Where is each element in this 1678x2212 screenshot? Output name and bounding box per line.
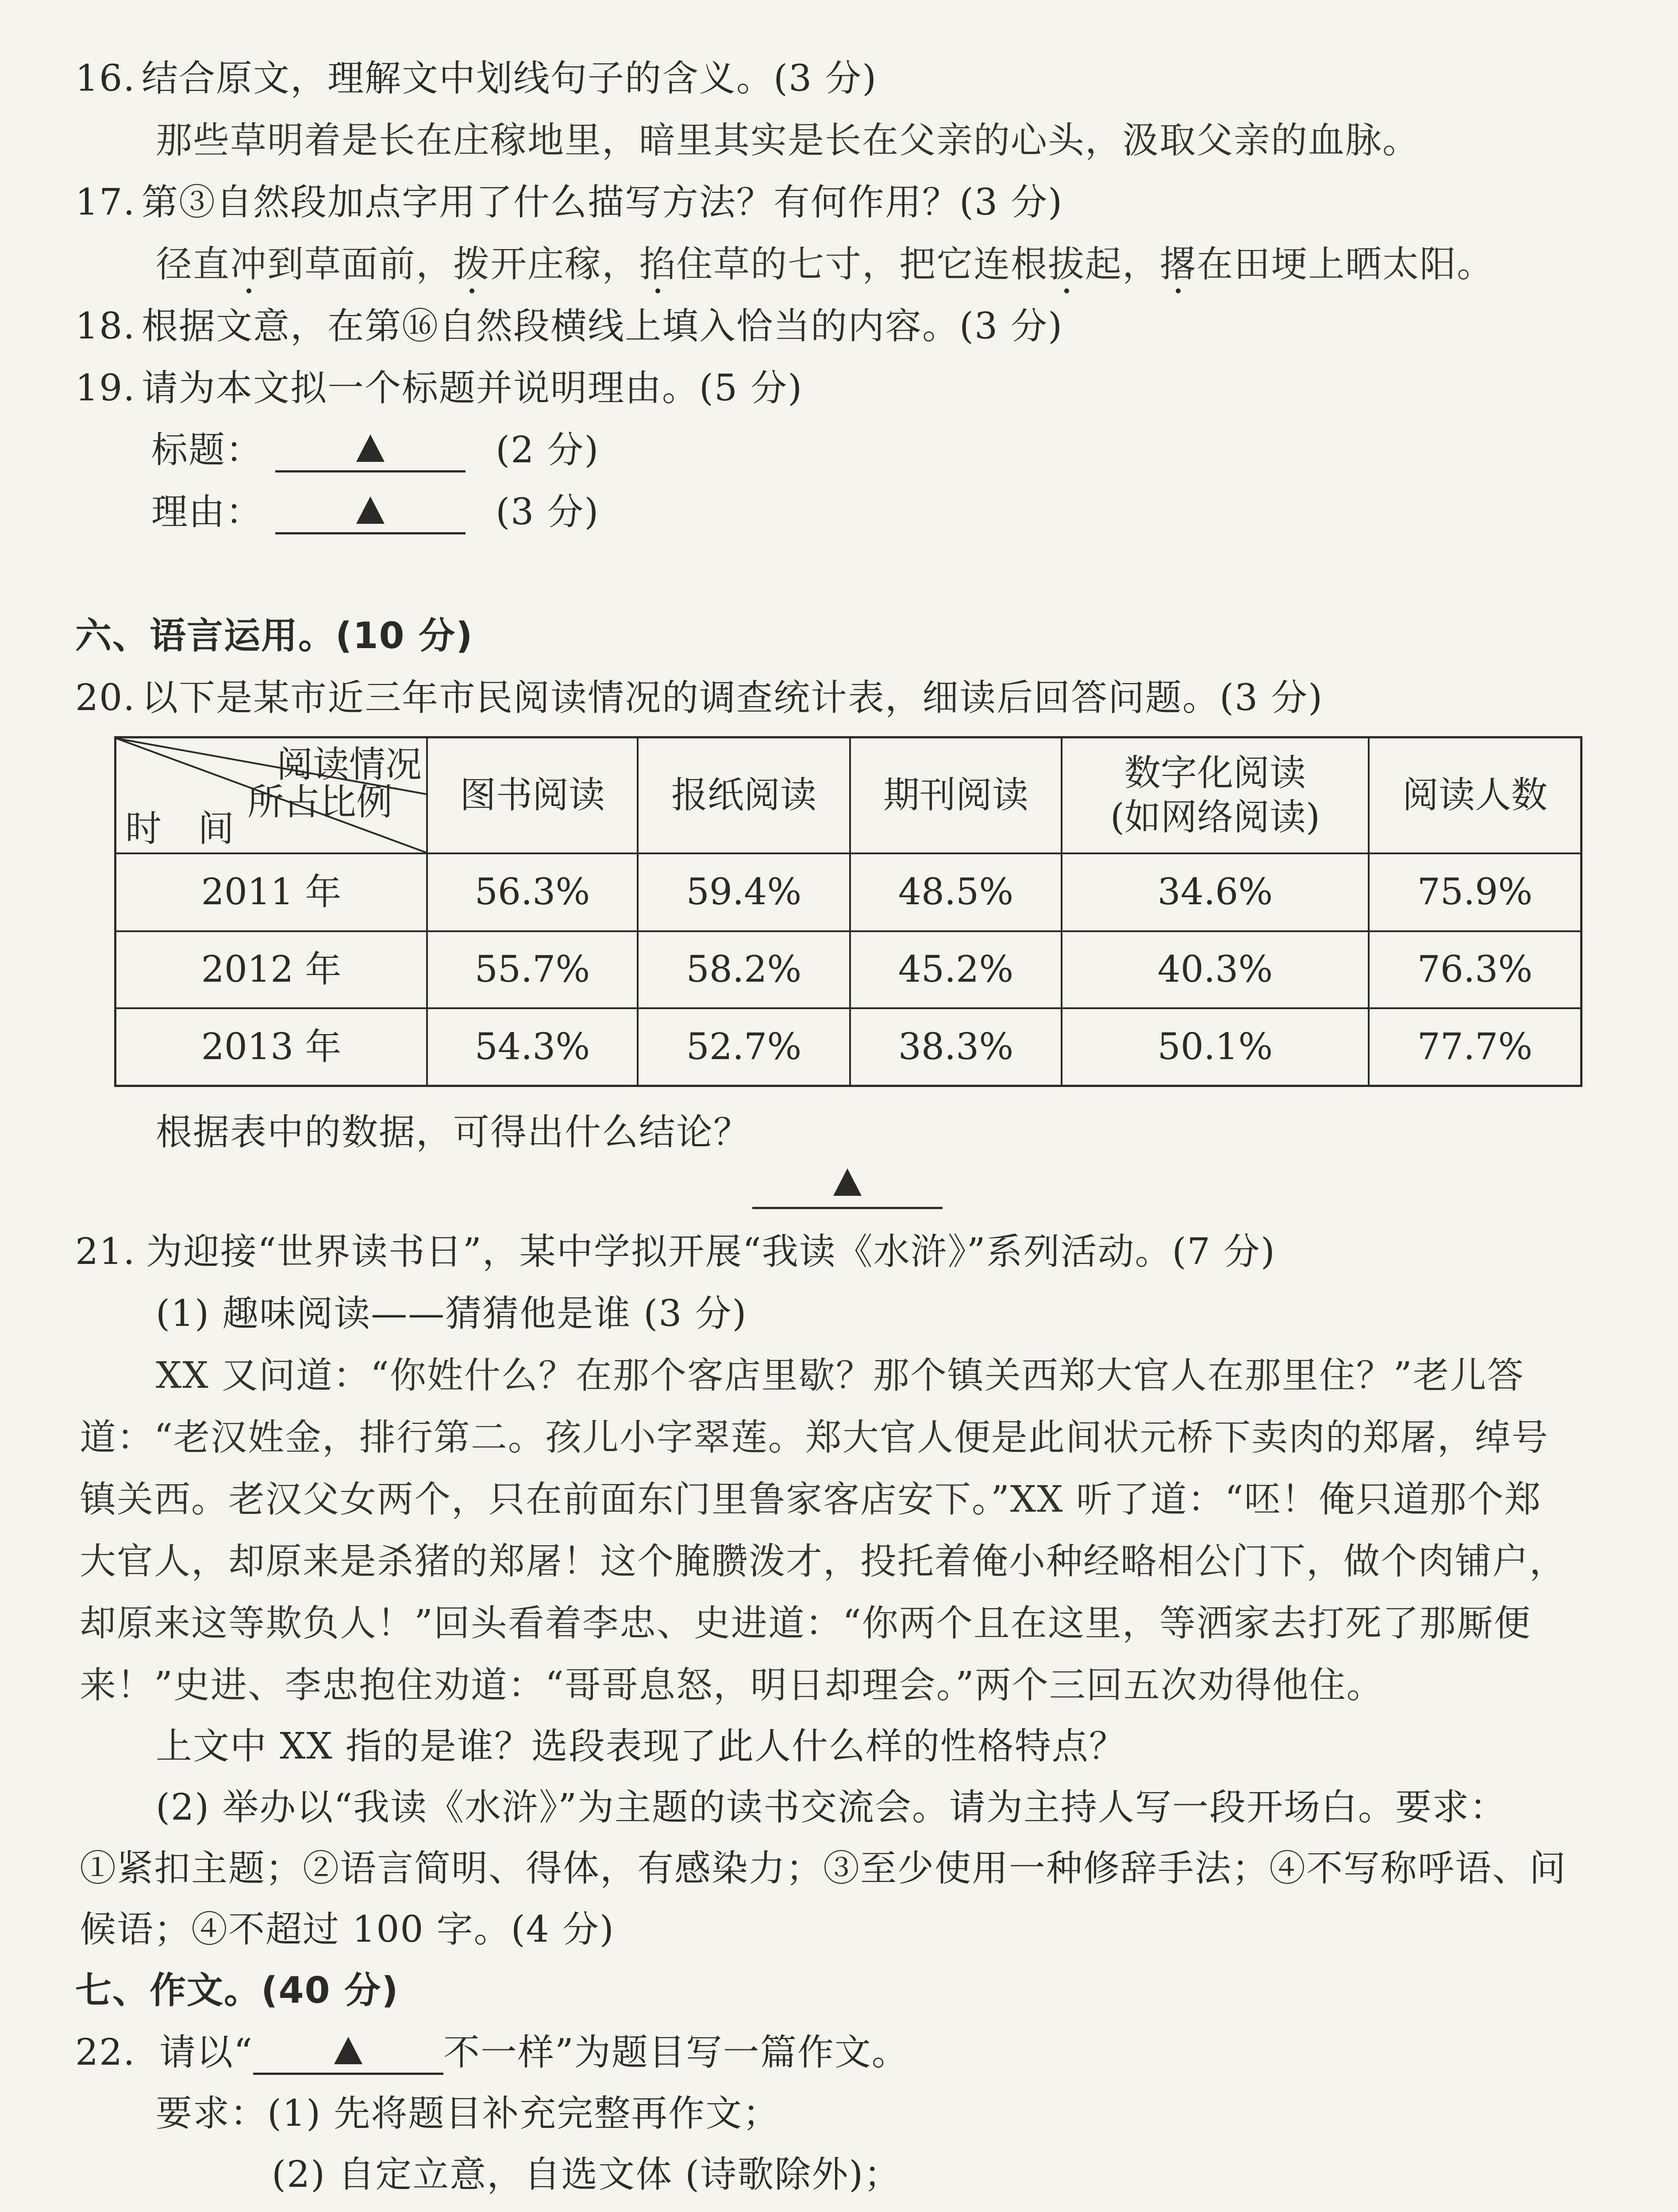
quote-text: 径直 <box>156 243 231 285</box>
question-stem-start: 请以“ <box>159 2032 253 2074</box>
question-number: 22. <box>75 2032 136 2074</box>
table-cell: 75.9% <box>1417 871 1533 913</box>
table-cell: 58.2% <box>686 949 802 991</box>
reason-answer-line <box>151 490 599 534</box>
quote-text: 住草的七寸，把它连根 <box>676 243 1048 285</box>
triangle-icon <box>356 434 385 462</box>
table-cell: 52.7% <box>686 1026 802 1068</box>
table-cell: 50.1% <box>1157 1026 1273 1068</box>
reason-label: 理由： <box>151 491 263 533</box>
table-cell: 48.5% <box>898 871 1014 913</box>
header-digital-title: 数字化阅读 <box>1124 752 1306 794</box>
reading-survey-table <box>114 736 1582 1087</box>
title-blank[interactable] <box>253 2035 443 2075</box>
reason-score: (3 分) <box>496 491 600 533</box>
requirements <box>156 2092 780 2136</box>
passage-line: 来！”史进、李忠抱住劝道：“哥哥息怒，明日却理会。”两个三回五次劝得他住。 <box>80 1664 1384 1706</box>
passage-line: XX 又问道：“你姓什么？在那个客店里歇？那个镇关西郑大官人在那里住？”老儿答 <box>156 1355 1524 1397</box>
dotted-char: 拨 <box>453 243 491 285</box>
row-year: 2011 年 <box>201 871 342 913</box>
question-20-prompt: 根据表中的数据，可得出什么结论？ <box>156 1111 751 1153</box>
question-22 <box>75 2031 909 2075</box>
question-19 <box>75 366 803 411</box>
question-number: 16. <box>75 58 136 100</box>
header-periodicals: 期刊阅读 <box>883 774 1028 816</box>
question-number: 17. <box>75 181 136 223</box>
question-21-part2-line: 候语；④不超过 100 字。(4 分) <box>80 1909 615 1951</box>
question-21-part2: (2) 举办以“我读《水浒》”为主题的读书交流会。请为主持人写一段开场白。要求： <box>156 1786 1507 1828</box>
question-stem-end: 不一样”为题目写一篇作文。 <box>443 2032 909 2074</box>
corner-label-reading: 阅读情况 <box>276 744 422 786</box>
passage-line: 却原来这等欺负人！”回头看着李忠、史进道：“你两个且在这里，等洒家去打死了那厮便 <box>80 1602 1531 1644</box>
corner-label-ratio: 所占比例 <box>247 781 393 823</box>
question-16-quote: 那些草明着是长在庄稼地里，暗里其实是长在父亲的心头，汲取父亲的血脉。 <box>156 119 1420 161</box>
table-cell: 34.6% <box>1157 871 1273 913</box>
requirement-item: (2) 自定立意，自选文体 (诗歌除外)； <box>272 2154 901 2196</box>
question-21-part1-question: 上文中 XX 指的是谁？选段表现了此人什么样的性格特点？ <box>156 1725 1126 1767</box>
question-number: 18. <box>75 305 136 347</box>
header-readers: 阅读人数 <box>1402 774 1547 816</box>
header-newspapers: 报纸阅读 <box>671 774 816 816</box>
title-label: 标题： <box>151 429 263 471</box>
dotted-char: 冲 <box>230 243 268 285</box>
question-21 <box>75 1230 1276 1274</box>
row-year: 2013 年 <box>201 1026 342 1068</box>
answer-blank[interactable] <box>752 1166 943 1209</box>
table-cell: 59.4% <box>686 871 802 913</box>
table-cell: 38.3% <box>898 1026 1014 1068</box>
question-21-part2-line: ①紧扣主题；②语言简明、得体，有感染力；③至少使用一种修辞手法；④不写称呼语、问 <box>80 1847 1567 1889</box>
quote-text: 在田埂上晒太阳。 <box>1197 243 1494 285</box>
row-year: 2012 年 <box>201 949 342 991</box>
dotted-char: 拔 <box>1048 243 1085 285</box>
triangle-icon <box>833 1168 862 1196</box>
table-cell: 54.3% <box>474 1026 590 1068</box>
table-cell: 40.3% <box>1157 949 1273 991</box>
answer-blank[interactable] <box>275 494 466 534</box>
triangle-icon <box>334 2037 362 2064</box>
dotted-char: 撂 <box>1159 243 1197 285</box>
question-17 <box>75 180 1063 225</box>
question-number: 20. <box>75 677 136 719</box>
header-digital-sub: (如网络阅读) <box>1110 796 1320 838</box>
section-6-heading: 六、语言运用。(10 分) <box>75 615 473 657</box>
passage-line: 道：“老汉姓金，排行第二。孩儿小字翠莲。郑大官人便是此间状元桥下卖肉的郑屠，绰号 <box>80 1417 1549 1459</box>
question-stem: 根据文意，在第⑯自然段横线上填入恰当的内容。(3 分) <box>142 305 1063 347</box>
question-17-quote <box>156 242 1494 287</box>
triangle-icon <box>356 496 385 524</box>
header-digital <box>1062 738 1368 853</box>
quote-text: 起， <box>1085 243 1160 285</box>
question-21-part1: (1) 趣味阅读——猜猜他是谁 (3 分) <box>156 1293 747 1335</box>
question-number: 21. <box>75 1231 136 1273</box>
question-18 <box>75 304 1063 349</box>
table-cell: 56.3% <box>474 871 590 913</box>
title-score: (2 分) <box>496 429 600 471</box>
requirement-item: (1) 先将题目补充完整再作文； <box>267 2093 780 2135</box>
question-number: 19. <box>75 367 136 409</box>
quote-text: 到草面前， <box>267 243 454 285</box>
passage-line: 镇关西。老汉父女两个，只在前面东门里鲁家客店安下。”XX 听了道：“呸！俺只道那个郑 <box>80 1479 1542 1521</box>
dotted-char: 掐 <box>639 243 677 285</box>
question-16 <box>75 57 877 101</box>
table-cell: 76.3% <box>1417 949 1533 991</box>
question-stem: 结合原文，理解文中划线句子的含义。(3 分) <box>142 58 877 100</box>
title-answer-line <box>151 428 599 472</box>
answer-blank[interactable] <box>275 432 466 472</box>
question-stem: 第③自然段加点字用了什么描写方法？有何作用？(3 分) <box>142 181 1063 223</box>
section-7-heading: 七、作文。(40 分) <box>75 1970 399 2012</box>
question-stem: 为迎接“世界读书日”，某中学拟开展“我读《水浒》”系列活动。(7 分) <box>146 1231 1276 1273</box>
requirements-label: 要求： <box>156 2093 268 2135</box>
table-cell: 45.2% <box>898 949 1014 991</box>
table-cell: 55.7% <box>474 949 590 991</box>
corner-label-time: 时 间 <box>125 808 235 850</box>
table-cell: 77.7% <box>1417 1026 1533 1068</box>
header-books: 图书阅读 <box>459 774 605 816</box>
passage-line: 大官人，却原来是杀猪的郑屠！这个腌臜泼才，投托着俺小种经略相公门下，做个肉铺户， <box>80 1540 1567 1582</box>
question-20 <box>75 676 1323 720</box>
quote-text: 开庄稼， <box>490 243 639 285</box>
question-stem: 以下是某市近三年市民阅读情况的调查统计表，细读后回答问题。(3 分) <box>142 677 1324 719</box>
question-stem: 请为本文拟一个标题并说明理由。(5 分) <box>142 367 803 409</box>
